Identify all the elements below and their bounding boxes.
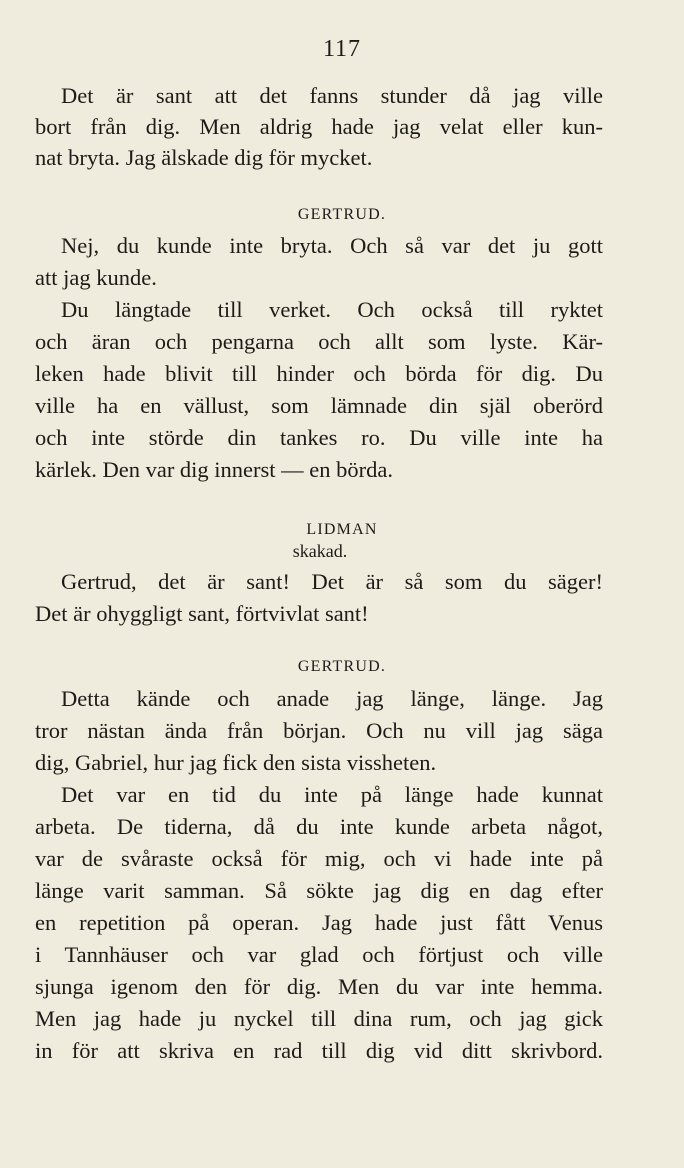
text-line: arbeta. De tiderna, då du inte kunde arbeta något,	[35, 814, 603, 839]
text-line: en repetition på operan. Jag hade just fått Venus	[35, 910, 603, 935]
text-line: var de svåraste också för mig, och vi hade inte på	[35, 846, 603, 871]
speaker-name: LIDMAN	[306, 521, 378, 538]
text-line: kärlek. Den var dig innerst — en börda.	[35, 457, 394, 482]
text-line: Det är ohyggligt sant, förtvivlat sant!	[35, 601, 369, 626]
text-line: att jag kunde.	[35, 265, 157, 290]
page-number: 117	[322, 36, 362, 62]
text-line: Nej, du kunde inte bryta. Och så var det ju gott	[61, 233, 603, 258]
text-line: Men jag hade ju nyckel till dina rum, och jag gick	[35, 1006, 603, 1031]
text-line: och äran och pengarna och allt som lyste. Kär-	[35, 329, 603, 354]
text-line: Detta kände och anade jag länge, länge. Jag	[61, 686, 603, 711]
text-line: dig, Gabriel, hur jag fick den sista vissheten.	[35, 750, 437, 775]
text-line: Det var en tid du inte på länge hade kunnat	[61, 782, 603, 807]
text-line: in för att skriva en rad till dig vid ditt skrivbord.	[35, 1038, 603, 1063]
stage-direction: skakad.	[292, 541, 348, 561]
speaker-name: GERTRUD.	[297, 658, 387, 675]
text-line: sjunga igenom den för dig. Men du var inte hemma.	[35, 974, 603, 999]
text-line: Gertrud, det är sant! Det är så som du säger!	[61, 569, 603, 594]
text-line: bort från dig. Men aldrig hade jag velat eller kun-	[35, 114, 603, 139]
text-line: i Tannhäuser och var glad och förtjust och ville	[35, 942, 603, 967]
text-line: och inte störde din tankes ro. Du ville inte ha	[35, 425, 603, 450]
text-line: länge varit samman. Så sökte jag dig en dag efter	[35, 878, 603, 903]
text-line: Du längtade till verket. Och också till ryktet	[61, 297, 603, 322]
speaker-name: GERTRUD.	[297, 206, 387, 223]
text-line: ville ha en vällust, som lämnade din själ oberörd	[35, 393, 603, 418]
text-line: Det är sant att det fanns stunder då jag ville	[61, 83, 603, 108]
text-line: leken hade blivit till hinder och börda för dig. Du	[35, 361, 603, 386]
text-line: tror nästan ända från början. Och nu vill jag säga	[35, 718, 603, 743]
text-line: nat bryta. Jag älskade dig för mycket.	[35, 145, 373, 170]
